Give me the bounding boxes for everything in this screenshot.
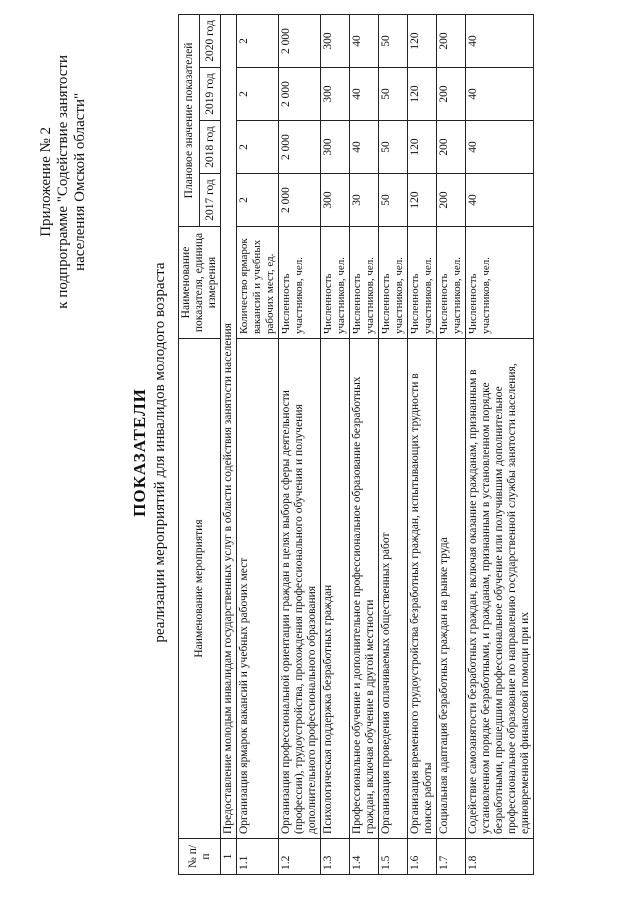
row-value: 120 [408, 121, 437, 174]
row-value: 2 000 [279, 68, 321, 121]
row-event: Организация ярмарок вакансий и учебных рабочих мест [237, 339, 279, 839]
row-indicator: Количество ярмарок вакансий и учебных рабочих мест, ед. [237, 227, 279, 339]
row-value: 300 [321, 121, 350, 174]
row-value: 2 000 [279, 174, 321, 227]
row-event: Организация проведения оплачиваемых общественных работ [379, 339, 408, 839]
row-event: Организация временного трудоустройства безработных граждан, испытывающих трудности в поиске работы [408, 339, 437, 839]
row-indicator: Численность участников, чел. [279, 227, 321, 339]
header-row [179, 14, 200, 874]
header-indicator: Наименование показателя, единица измерения [179, 227, 221, 339]
row-value: 50 [379, 174, 408, 227]
section-title: Предоставление молодым инвалидам государственных услуг в области содействия занятости населения [221, 14, 237, 838]
indicators-table [178, 14, 534, 875]
header-num: № п/п [179, 839, 221, 875]
row-value: 200 [437, 68, 466, 121]
table-row [321, 14, 350, 874]
row-event: Психологическая поддержка безработных граждан [321, 339, 350, 839]
section-row [221, 14, 237, 874]
document-heading [130, 0, 169, 905]
row-num: 1.1 [237, 839, 279, 875]
row-num: 1.6 [408, 839, 437, 875]
row-indicator: Численность участников, чел. [437, 227, 466, 339]
header-year: 2019 год [200, 68, 221, 121]
row-value: 40 [466, 174, 534, 227]
row-indicator: Численность участников, чел. [321, 227, 350, 339]
row-value: 300 [321, 68, 350, 121]
row-value: 50 [379, 14, 408, 67]
section-num: 1 [221, 839, 237, 875]
row-value: 40 [350, 121, 379, 174]
row-value: 120 [408, 14, 437, 67]
row-event: Социальная адаптация безработных граждан на рынке труда [437, 339, 466, 839]
header-year: 2020 год [200, 14, 221, 67]
header-year: 2018 год [200, 121, 221, 174]
row-event: Организация профессиональной ориентации граждан в целях выбора сферы деятельности (профессии), трудоустройства, прохождения профессионального обучения и получения дополнительного профессионального образования [279, 339, 321, 839]
header-plan: Плановое значение показателей [179, 14, 200, 226]
row-value: 200 [437, 121, 466, 174]
table-row [408, 14, 437, 874]
header-year: 2017 год [200, 174, 221, 227]
table-row [237, 14, 279, 874]
row-value: 2 000 [279, 121, 321, 174]
row-value: 2 [237, 68, 279, 121]
row-num: 1.4 [350, 839, 379, 875]
row-value: 200 [437, 174, 466, 227]
document-title: ПОКАЗАТЕЛИ [130, 388, 149, 517]
row-indicator: Численность участников, чел. [350, 227, 379, 339]
table-row [466, 14, 534, 874]
row-value: 30 [350, 174, 379, 227]
appendix-block [38, 55, 89, 309]
appendix-line: к подпрограмме "Содействие занятости [55, 55, 71, 309]
row-indicator: Численность участников, чел. [379, 227, 408, 339]
row-value: 40 [466, 68, 534, 121]
row-event: Профессиональное обучение и дополнительное профессиональное образование безработных граждан, включая обучение в другой местности [350, 339, 379, 839]
row-value: 40 [350, 68, 379, 121]
table-row [350, 14, 379, 874]
appendix-line: населения Омской области" [72, 92, 88, 271]
row-value: 2 000 [279, 14, 321, 67]
row-value: 40 [466, 121, 534, 174]
row-value: 200 [437, 14, 466, 67]
row-value: 120 [408, 174, 437, 227]
row-value: 120 [408, 68, 437, 121]
row-num: 1.5 [379, 839, 408, 875]
row-num: 1.8 [466, 839, 534, 875]
table-row [279, 14, 321, 874]
row-num: 1.3 [321, 839, 350, 875]
row-num: 1.2 [279, 839, 321, 875]
header-event: Наименование мероприятия [179, 339, 221, 839]
row-value: 50 [379, 121, 408, 174]
row-value: 40 [466, 14, 534, 67]
document-subtitle: реализации мероприятий для инвалидов молодого возраста [152, 262, 168, 643]
row-event: Содействие самозанятости безработных граждан, включая оказание гражданам, признанным в установленном порядке безработными, и гражданам, признанным в установленном порядке безработными, прошедшим профессиональное обучение или получившим дополнительное профессиональное образование по направлению государственной службы занятости населения, единовременной финансовой помощи при их [466, 339, 534, 839]
row-value: 300 [321, 14, 350, 67]
table-row [437, 14, 466, 874]
row-indicator: Численность участников, чел. [408, 227, 437, 339]
row-num: 1.7 [437, 839, 466, 875]
appendix-line: Приложение № 2 [38, 126, 54, 237]
row-indicator: Численность участников, чел. [466, 227, 534, 339]
row-value: 300 [321, 174, 350, 227]
row-value: 2 [237, 174, 279, 227]
row-value: 2 [237, 121, 279, 174]
table-row [379, 14, 408, 874]
row-value: 50 [379, 68, 408, 121]
row-value: 40 [350, 14, 379, 67]
row-value: 2 [237, 14, 279, 67]
